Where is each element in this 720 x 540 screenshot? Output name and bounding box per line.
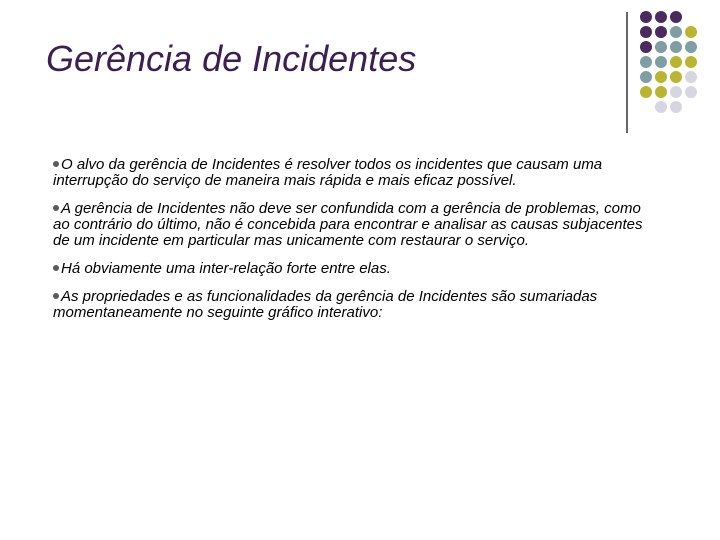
decorative-dot [670, 101, 682, 113]
decorative-dot [670, 11, 682, 23]
decorative-dot [670, 41, 682, 53]
decorative-dot [640, 71, 652, 83]
bullet-text: Há obviamente uma inter-relação forte entre elas. [61, 260, 391, 277]
decorative-dot [655, 41, 667, 53]
decorative-dot-grid [640, 11, 720, 121]
decorative-dot [640, 41, 652, 53]
bullet-item [53, 157, 653, 189]
vertical-divider [626, 12, 628, 133]
bullet-text: A gerência de Incidentes não deve ser confundida com a gerência de problemas, como ao contrário do último, não é concebida para encontrar e analisar as causas subjacentes de um incidente em particular mas unicamente com restaurar o serviço. [53, 200, 643, 249]
decorative-dot [685, 56, 697, 68]
decorative-dot [655, 26, 667, 38]
decorative-dot [655, 56, 667, 68]
bullet-list [53, 157, 653, 333]
bullet-item [53, 201, 653, 249]
decorative-dot [640, 56, 652, 68]
decorative-dot [685, 26, 697, 38]
decorative-dot [670, 86, 682, 98]
bullet-icon [53, 161, 59, 167]
decorative-dot [655, 101, 667, 113]
bullet-text: O alvo da gerência de Incidentes é resolver todos os incidentes que causam uma interrupção do serviço de maneira mais rápida e mais eficaz possível. [53, 156, 603, 189]
decorative-dot [640, 86, 652, 98]
bullet-icon [53, 205, 59, 211]
decorative-dot [670, 71, 682, 83]
bullet-text: As propriedades e as funcionalidades da gerência de Incidentes são sumariadas momentaneamente no seguinte gráfico interativo: [53, 288, 598, 321]
slide-title: Gerência de Incidentes [46, 38, 417, 79]
decorative-dot [685, 41, 697, 53]
decorative-dot [640, 26, 652, 38]
decorative-dot [640, 11, 652, 23]
bullet-item [53, 289, 653, 321]
bullet-item [53, 261, 653, 277]
bullet-icon [53, 265, 59, 271]
bullet-icon [53, 293, 59, 299]
decorative-dot [655, 11, 667, 23]
decorative-dot [670, 56, 682, 68]
decorative-dot [685, 71, 697, 83]
decorative-dot [670, 26, 682, 38]
decorative-dot [655, 86, 667, 98]
decorative-dot [685, 86, 697, 98]
decorative-dot [655, 71, 667, 83]
